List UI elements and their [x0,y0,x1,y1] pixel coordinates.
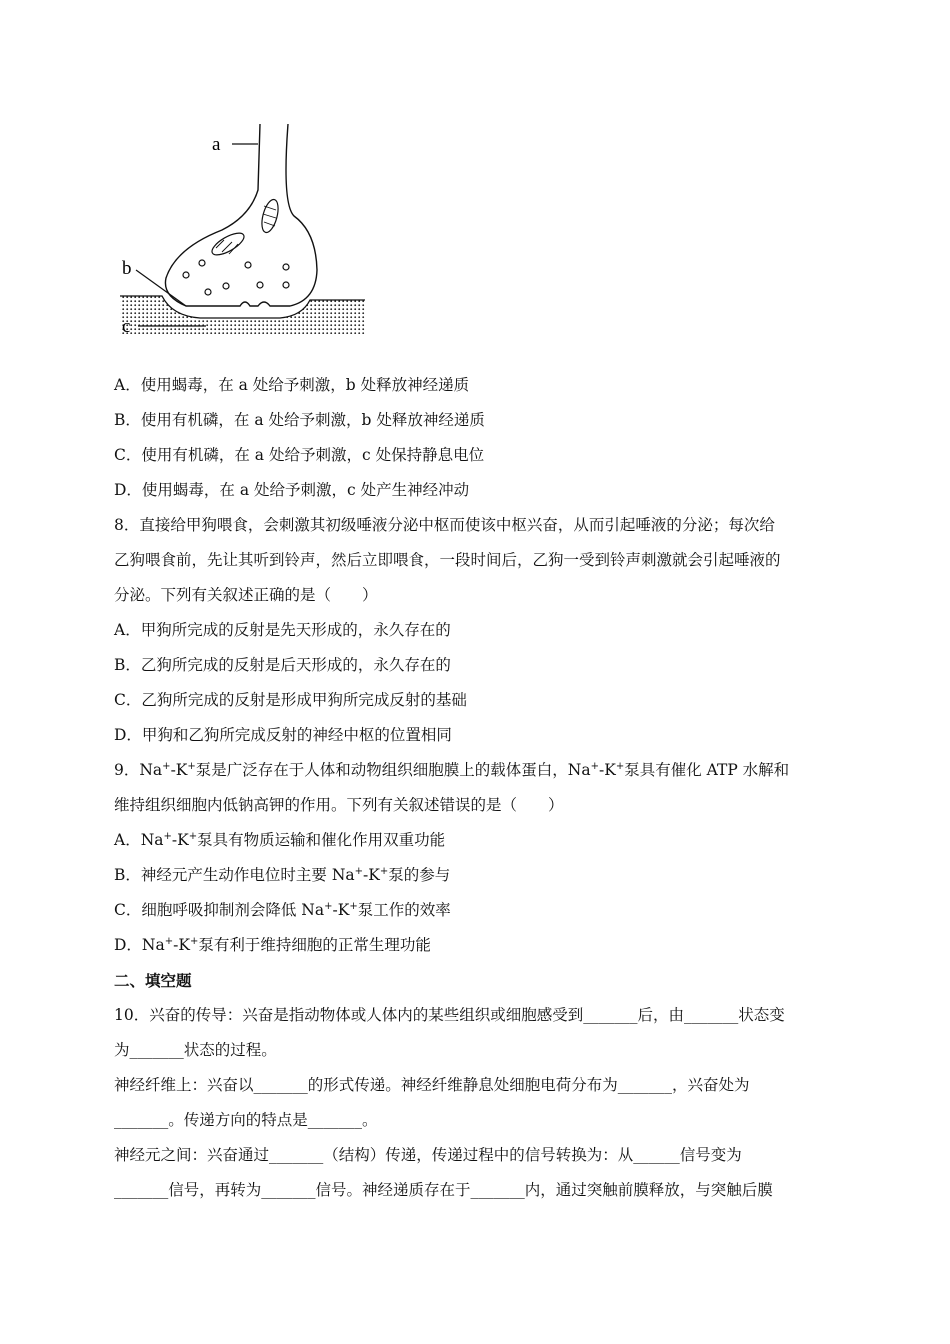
label-b: b [122,258,132,279]
section-heading: 二、填空题 [114,971,192,990]
synaptic-knob [165,124,317,306]
q7-option-b: B．使用有机磷，在 a 处给予刺激，b 处释放神经递质 [114,411,485,429]
label-c: c [122,316,131,337]
q8-stem-line-2: 乙狗喂食前，先让其听到铃声，然后立即喂食，一段时间后，乙狗一受到铃声刺激就会引起唾液的 [114,551,781,569]
q9-option-b: B．神经元产生动作电位时主要 Na+-K+泵的参与 [114,865,451,884]
q7-option-d: D．使用蝎毒，在 a 处给予刺激，c 处产生神经冲动 [114,481,470,499]
q7-option-c: C．使用有机磷，在 a 处给予刺激，c 处保持静息电位 [114,446,485,464]
q8-stem-line-3: 分泌。下列有关叙述正确的是（ ） [114,586,378,604]
synapse-diagram [110,120,380,340]
q8-option-a: A．甲狗所完成的反射是先天形成的，永久存在的 [114,621,451,639]
q9-stem-line-1: 9．Na+-K+泵是广泛存在于人体和动物组织细胞膜上的载体蛋白，Na+-K+泵具有催化 ATP 水解和 [114,760,790,779]
q9-stem-line-2: 维持组织细胞内低钠高钾的作用。下列有关叙述错误的是（ ） [114,796,564,814]
q10-line-5: 神经元之间：兴奋通过_______（结构）传递，传递过程中的信号转换为：从______信号变为 [114,1146,742,1164]
label-a: a [212,134,221,155]
question-content [114,368,844,1208]
q8-option-c: C．乙狗所完成的反射是形成甲狗所完成反射的基础 [114,691,467,709]
q8-option-d: D．甲狗和乙狗所完成反射的神经中枢的位置相同 [114,726,452,744]
q8-option-b: B．乙狗所完成的反射是后天形成的，永久存在的 [114,656,451,674]
q9-option-d: D．Na+-K+泵有利于维持细胞的正常生理功能 [114,935,431,954]
q9-option-c: C．细胞呼吸抑制剂会降低 Na+-K+泵工作的效率 [114,900,451,919]
q8-stem-line-1: 8．直接给甲狗喂食，会刺激其初级唾液分泌中枢而使该中枢兴奋，从而引起唾液的分泌；每次给 [114,516,775,534]
q10-line-4: _______。传递方向的特点是_______。 [114,1111,378,1129]
q9-option-a: A．Na+-K+泵具有物质运输和催化作用双重功能 [114,830,446,849]
q10-line-6: _______信号，再转为_______信号。神经递质存在于_______内，通过突触前膜释放，与突触后膜 [114,1181,773,1199]
q7-option-a: A．使用蝎毒，在 a 处给予刺激，b 处释放神经递质 [114,376,470,394]
q10-line-3: 神经纤维上：兴奋以_______的形式传递。神经纤维静息处细胞电荷分布为_______，兴奋处为 [114,1076,750,1094]
q10-line-1: 10．兴奋的传导：兴奋是指动物体或人体内的某些组织或细胞感受到_______后，由_______状态变 [114,1006,785,1024]
q10-line-2: 为_______状态的过程。 [114,1041,277,1059]
